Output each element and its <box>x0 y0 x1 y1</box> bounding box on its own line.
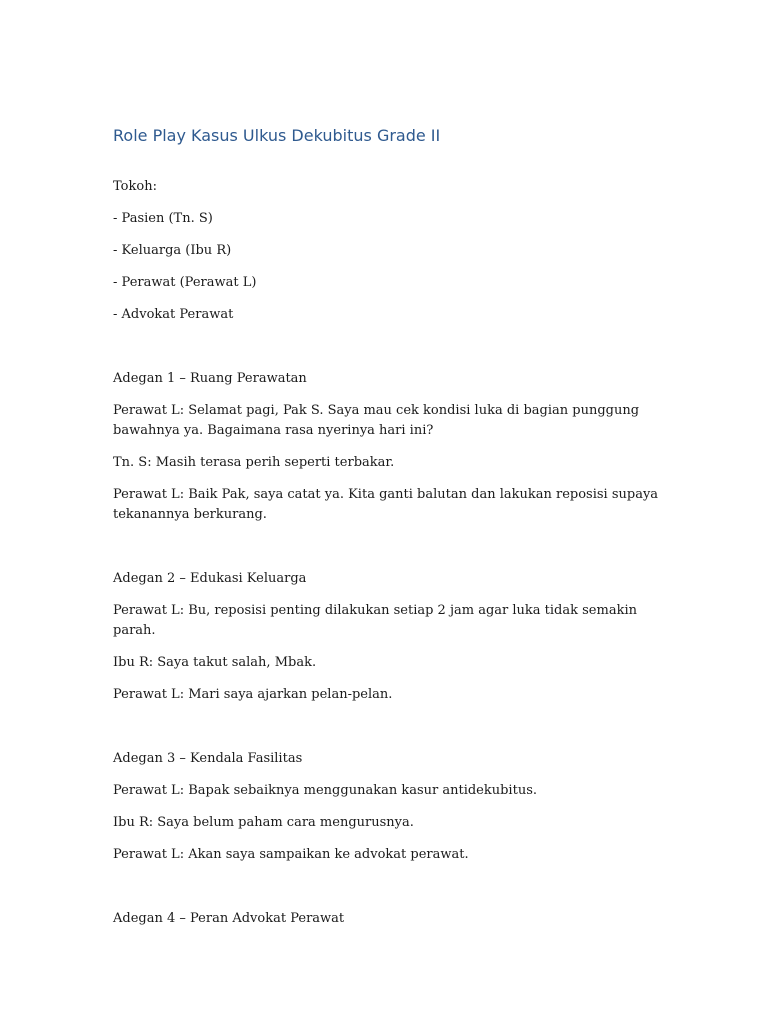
tokoh-item: - Perawat (Perawat L) <box>113 275 257 290</box>
scene-4 <box>113 909 673 929</box>
dialogue-line: Perawat L: Mari saya ajarkan pelan-pelan. <box>113 687 393 702</box>
section-spacer <box>113 717 673 749</box>
dialogue-line: Perawat L: Bapak sebaiknya menggunakan kasur antidekubitus. <box>113 783 537 798</box>
dialogue-line: Perawat L: Baik Pak, saya catat ya. Kita ganti balutan dan lakukan reposisi supaya tekanannya berkurang. <box>113 487 659 522</box>
scene-heading: Adegan 3 – Kendala Fasilitas <box>113 751 303 766</box>
dialogue-line: Tn. S: Masih terasa perih seperti terbakar. <box>113 455 395 470</box>
tokoh-item: - Pasien (Tn. S) <box>113 211 213 226</box>
dialogue-line: Ibu R: Saya belum paham cara mengurusnya. <box>113 815 414 830</box>
dialogue-line: Perawat L: Akan saya sampaikan ke advokat perawat. <box>113 847 469 862</box>
section-spacer <box>113 337 673 369</box>
section-spacer <box>113 877 673 909</box>
scene-heading: Adegan 1 – Ruang Perawatan <box>113 371 307 386</box>
character-list <box>113 177 673 325</box>
document-body <box>113 124 673 941</box>
section-spacer <box>113 537 673 569</box>
scene-3 <box>113 749 673 865</box>
tokoh-label: Tokoh: <box>113 179 157 194</box>
tokoh-item: - Advokat Perawat <box>113 307 234 322</box>
scene-2 <box>113 569 673 705</box>
dialogue-line: Perawat L: Selamat pagi, Pak S. Saya mau cek kondisi luka di bagian punggung bawahnya ya. Bagaimana rasa nyerinya hari ini? <box>113 403 640 438</box>
dialogue-line: Perawat L: Bu, reposisi penting dilakukan setiap 2 jam agar luka tidak semakin parah. <box>113 603 637 638</box>
tokoh-item: - Keluarga (Ibu R) <box>113 243 232 258</box>
dialogue-line: Ibu R: Saya takut salah, Mbak. <box>113 655 317 670</box>
scene-heading: Adegan 4 – Peran Advokat Perawat <box>113 911 345 926</box>
document-title: Role Play Kasus Ulkus Dekubitus Grade II <box>113 126 441 145</box>
scene-1 <box>113 369 673 525</box>
scene-heading: Adegan 2 – Edukasi Keluarga <box>113 571 307 586</box>
